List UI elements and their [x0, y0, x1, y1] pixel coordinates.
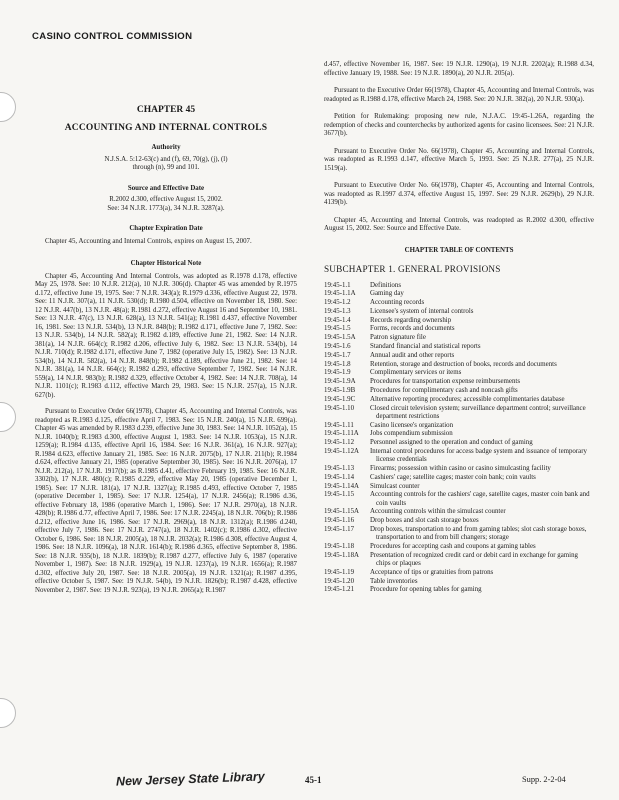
- section-number: 19:45-1.18A: [324, 551, 360, 559]
- binder-hole: [0, 698, 16, 728]
- section-number: 19:45-1.1A: [324, 290, 356, 298]
- history-paragraph: Pursuant to Executive Order No. 66(1978), Chapter 45, Accounting and Internal Controls, was readopted as R.1997 d.374, effective August 15, 1997. See: 29 N.J.R. 2629(b), 29 N.J.R. 4139(b).: [324, 182, 594, 206]
- history-paragraph: Chapter 45, Accounting and Internal Controls, was readopted as R.2002 d.300, effective August 15, 2002. See: Source and Effective Date.: [324, 216, 594, 232]
- source-heading: Source and Effective Date: [127, 184, 205, 192]
- toc-row: [324, 508, 594, 517]
- section-number: 19:45-1.21: [324, 586, 355, 594]
- section-number: 19:45-1.6: [324, 343, 351, 351]
- section-number: 19:45-1.11: [324, 421, 354, 429]
- history-paragraph: Pursuant to Executive Order No. 66(1978), Chapter 45, Accounting and Internal Controls, was readopted as R.1993 d.147, effective March 5, 1993. See: 25 N.J.R. 277(a), 25 N.J.R. 1519(a).: [324, 147, 594, 172]
- toc-row: [324, 578, 594, 587]
- expiration-heading: Chapter Expiration Date: [129, 225, 203, 232]
- toc-row: [324, 526, 594, 543]
- left-column: [35, 92, 297, 595]
- running-header: CASINO CONTROL COMMISSION: [32, 31, 193, 42]
- section-number: 19:45-1.3: [324, 307, 351, 315]
- section-number: 19:45-1.9: [324, 369, 351, 377]
- section-title: Cashiers' cage; satellite cages; master coin bank; coin vaults: [370, 473, 536, 481]
- section-number: 19:45-1.8: [324, 360, 351, 368]
- chapter-number: CHAPTER 45: [136, 105, 196, 115]
- section-number: 19:45-1.20: [324, 577, 355, 585]
- section-title: Annual audit and other reports: [370, 351, 455, 359]
- section-number: 19:45-1.14: [324, 473, 355, 481]
- section-title: Internal control procedures for access badge system and issuance of temporary license credentials: [370, 448, 587, 464]
- toc-row: [324, 586, 594, 595]
- library-stamp: New Jersey State Library: [115, 769, 265, 789]
- subchapter-title: SUBCHAPTER 1. GENERAL PROVISIONS: [324, 264, 501, 274]
- binder-hole: [0, 402, 16, 432]
- toc-row: [324, 439, 594, 448]
- section-number: 19:45-1.9C: [324, 395, 356, 403]
- section-number: 19:45-1.19: [324, 568, 355, 576]
- section-title: Table inventories: [370, 577, 418, 585]
- section-number: 19:45-1.17: [324, 526, 355, 534]
- section-number: 19:45-1.11A: [324, 430, 359, 438]
- toc-row: [324, 430, 594, 439]
- section-title: Alternative reporting procedures; accessible complimentaries database: [370, 395, 565, 403]
- section-number: 19:45-1.12A: [324, 448, 360, 456]
- section-number: 19:45-1.14A: [324, 482, 360, 490]
- section-number: 19:45-1.15A: [324, 508, 360, 516]
- toc-row: [324, 422, 594, 431]
- toc-row: [324, 569, 594, 578]
- section-title: Procedures for accepting cash and coupons at gaming tables: [370, 543, 536, 551]
- toc-row: [324, 299, 594, 308]
- history-paragraph: Pursuant to the Executive Order 66(1978), Chapter 45, Accounting and Internal Controls, was readopted as R.1988 d.178, effective March 24, 1988. See: 20 N.J.R. 382(a), 20 N.J.R. 930(a).: [324, 87, 594, 103]
- toc-row: [324, 396, 594, 405]
- section-title: Closed circuit television system; surveillance department control; surveillance department restrictions: [370, 404, 586, 420]
- history-heading: Chapter Historical Note: [130, 260, 202, 267]
- toc-row: [324, 483, 594, 492]
- section-title: Acceptance of tips or gratuities from patrons: [370, 568, 494, 576]
- toc-row: [324, 334, 594, 343]
- section-number: 19:45-1.5A: [324, 334, 356, 342]
- authority-heading: Authority: [151, 144, 181, 151]
- section-number: 19:45-1.5: [324, 325, 351, 333]
- section-number: 19:45-1.15: [324, 491, 355, 499]
- toc-row: [324, 352, 594, 361]
- section-title: Procedures for transportation expense reimbursements: [370, 378, 521, 386]
- section-number: 19:45-1.2: [324, 299, 351, 307]
- toc-row: [324, 491, 594, 508]
- history-paragraph: Chapter 45, Accounting And Internal Controls, was adopted as R.1978 d.178, effective May 25, 1978. See: 10 N.J.R. 212(a), 10 N.J.R. 306(d). Chapter 45 was amended by R.1975 d.172, effective June 19, 1975. See: 7 N.J.R. 343(a); R.1979 d.336, effective August 22, 1978. See: 11 N.J.R. 307(a), 11 N.J.R. 530(d); R.1980 d.504, effective on November 18, 1980. See: 12 N.J.R. 447(b), 13 N.J.R. 48(a); R.1981 d.272, effective August 16 and September 10, 1981. See: 13 N.J.R. 47(c), 13 N.J.R. 628(a), 13 N.J.R. 541(a); R.1981 d.437, effective November 16, 1981. See: 13 N.J.R. 534(b), 13 N.J.R. 848(b); R.1982 d.171, effective June 7, 1982. See: 13 N.J.R. 534(b), 14 N.J.R. 582(a); R.1982 d.189, effective June 21, 1982. See: 14 N.J.R. 381(a), 14 N.J.R. 664(c); R.1982 d.206, effective July 6, 1982. See: 13 N.J.R. 534(b), 14 N.J.R. 710(d); R.1982 d.171, effective June 7, 1982 (operative July 15, 1982). See: 13 N.J.R. 534(b), 14 N.J.R. 582(a), 14 N.J.R. 848(b); R.1982 d.189, effective June 21, 1982. See: 14 N.J.R. 381(a), 14 N.J.R. 664(c); R.1982 d.293, effective September 7, 1982. See: 14 N.J.R. 559(a), 14 N.J.R. 983(b); R.1982 d.329, effective October 4, 1982. See: 14 N.J.R. 708(a), 14 N.J.R. 1101(c); R.1983 d.112, effective March 29, 1983. See: 15 N.J.R. 257(a), 15 N.J.R. 627(b).: [35, 272, 297, 399]
- section-title: Standard financial and statistical reports: [370, 343, 481, 351]
- toc-table: [324, 282, 594, 596]
- section-number: 19:45-1.18: [324, 543, 355, 551]
- history-paragraph: Petition for Rulemaking: proposing new rule, N.J.A.C. 19:45-1.26A, regarding the redemption of checks and counterchecks by authorized agents for casino licensees. See: 21 N.J.R. 3677(b).: [324, 113, 594, 137]
- section-title: Jobs compendium submission: [370, 430, 453, 438]
- section-title: Accounting controls within the simulcast counter: [370, 508, 506, 516]
- toc-row: [324, 474, 594, 483]
- history-paragraph: Pursuant to Executive Order 66(1978), Chapter 45, Accounting and Internal Controls, was readopted as R.1983 d.125, effective April 7, 1983. See: 15 N.J.R. 240(a), 15 N.J.R. 699(a). Chapter 45 was amended by R.1983 d.239, effective June 30, 1983. See: 14 N.J.R. 1052(a), 15 N.J.R. 1040(b); R.1983 d.300, effective August 1, 1983. See: 14 N.J.R. 1053(a), 15 N.J.R. 1259(a); R.1984 d.135, effective April 16, 1984. See: 16 N.J.R. 361(a), 16 N.J.R. 927(a); R.1984 d.623, effective January 21, 1985. See: 16 N.J.R. 2075(b), 17 N.J.R. 211(b); R.1984 d.624, effective January 21, 1985 (operative September 30, 1985). See: 16 N.J.R. 2076(a), 17 N.J.R. 212(a), 17 N.J.R. 1917(b); as R.1985 d.41, effective February 19, 1985. See: 16 N.J.R. 3302(b), 17 N.J.R. 480(c); R.1985 d.229, effective May 20, 1985 (operative December 1, 1985). See: 17 N.J.R. 181(a), 17 N.J.R. 1327(a); R.1985 d.493, effective October 7, 1985 (operative December 1, 1985). See: 17 N.J.R. 1254(a), 17 N.J.R. 2456(a); R.1986 d.36, effective February 18, 1986 (operative March 1, 1986). See: 17 N.J.R. 2970(a), 18 N.J.R. 428(b); R.1986 d.77, effective April 7, 1986. See: 17 N.J.R. 2245(a), 18 N.J.R. 706(b); R.1986 d.212, effective June 16, 1986. See: 17 N.J.R. 2969(a), 18 N.J.R. 1312(a); R.1986 d.240, effective July 7, 1986. See: 17 N.J.R. 2747(a), 18 N.J.R. 1402(c); R.1986 d.302, effective October 6, 1986. See: 18 N.J.R. 2005(a), 18 N.J.R. 2032(a); R.1986 d.308, effective August 4, 1986. See: 18 N.J.R. 1096(a), 18 N.J.R. 1614(b); R.1986 d.365, effective September 8, 1986. See: 18 N.J.R. 935(b), 18 N.J.R. 1839(b); R.1987 d.277, effective July 6, 1987 (operative November 1, 1987). See: 18 N.J.R. 1929(a), 19 N.J.R. 1237(a), 19 N.J.R. 1656(a); R.1987 d.302, effective July 20, 1987. See: 18 N.J.R. 2005(a), 19 N.J.R. 1321(a); R.1987 d.395, effective October 5, 1987. See: 19 N.J.R. 54(b), 19 N.J.R. 1826(b); R.1987 d.428, effective November 2, 1987. See: 19 N.J.R. 923(a), 19 N.J.R. 2065(a); R.1987: [35, 408, 297, 594]
- toc-row: [324, 308, 594, 317]
- section-title: Presentation of recognized credit card or debit card in exchange for gaming chips or plaques: [370, 551, 578, 568]
- supplement-date: Supp. 2-2-04: [522, 775, 566, 784]
- toc-row: [324, 448, 594, 465]
- expiration-text: Chapter 45, Accounting and Internal Controls, expires on August 15, 2007.: [45, 237, 252, 245]
- toc-row: [324, 465, 594, 474]
- binder-hole: [0, 92, 16, 122]
- section-title: Drop boxes, transportation to and from gaming tables; slot cash storage boxes, transportation to and from bill changers; storage: [370, 526, 587, 542]
- section-number: 19:45-1.10: [324, 404, 355, 412]
- toc-row: [324, 343, 594, 352]
- section-title: Personnel assigned to the operation and conduct of gaming: [370, 439, 533, 447]
- toc-row: [324, 552, 594, 569]
- toc-row: [324, 387, 594, 396]
- toc-row: [324, 517, 594, 526]
- section-title: Procedure for opening tables for gaming: [370, 586, 482, 594]
- section-title: Accounting controls for the cashiers' cage, satellite cages, master coin bank and coin vaults: [370, 491, 590, 507]
- toc-row: [324, 369, 594, 378]
- section-title: Gaming day: [370, 290, 404, 298]
- source-text-1: R.2002 d.300, effective August 15, 2002.: [109, 196, 223, 203]
- section-number: 19:45-1.13: [324, 465, 355, 473]
- toc-row: [324, 282, 594, 291]
- authority-text: N.J.S.A. 5:12-63(c) and (f), 69, 70(g), (j), (l) through (n), 99 and 101.: [104, 155, 228, 171]
- toc-row: [324, 290, 594, 299]
- section-title: Retention, storage and destruction of books, records and documents: [370, 360, 557, 368]
- section-title: Records regarding ownership: [370, 316, 452, 324]
- toc-row: [324, 325, 594, 334]
- toc-row: [324, 543, 594, 552]
- right-column: [324, 52, 594, 595]
- source-text-2: See: 34 N.J.R. 1773(a), 34 N.J.R. 3287(a).: [107, 204, 225, 212]
- chapter-title: ACCOUNTING AND INTERNAL CONTROLS: [64, 122, 268, 133]
- toc-row: [324, 378, 594, 387]
- section-number: 19:45-1.9A: [324, 378, 356, 386]
- section-title: Definitions: [370, 281, 402, 289]
- section-title: Firearms; possession within casino or casino simulcasting facility: [370, 465, 551, 473]
- section-title: Simulcast counter: [370, 482, 420, 490]
- section-title: Forms, records and documents: [370, 325, 455, 333]
- section-title: Accounting records: [370, 299, 425, 307]
- section-number: 19:45-1.4: [324, 316, 351, 324]
- section-number: 19:45-1.1: [324, 281, 351, 289]
- history-paragraph: d.457, effective November 16, 1987. See: 19 N.J.R. 1290(a), 19 N.J.R. 2202(a); R.1988 d.34, effective January 19, 1988. See: 19 N.J.R. 1890(a), 20 N.J.R. 205(a).: [324, 61, 594, 77]
- section-number: 19:45-1.7: [324, 351, 351, 359]
- toc-heading: CHAPTER TABLE OF CONTENTS: [404, 246, 514, 254]
- toc-row: [324, 361, 594, 370]
- section-title: Procedures for complimentary cash and noncash gifts: [370, 387, 518, 395]
- section-number: 19:45-1.16: [324, 517, 355, 525]
- section-title: Complimentary services or items: [370, 369, 462, 377]
- section-title: Patron signature file: [370, 334, 426, 342]
- section-number: 19:45-1.12: [324, 439, 355, 447]
- toc-row: [324, 317, 594, 326]
- page-number: 45-1: [305, 775, 322, 785]
- section-title: Licensee's system of internal controls: [370, 307, 474, 315]
- toc-row: [324, 405, 594, 422]
- section-number: 19:45-1.9B: [324, 387, 356, 395]
- section-title: Casino licensee's organization: [370, 421, 454, 429]
- section-title: Drop boxes and slot cash storage boxes: [370, 517, 479, 525]
